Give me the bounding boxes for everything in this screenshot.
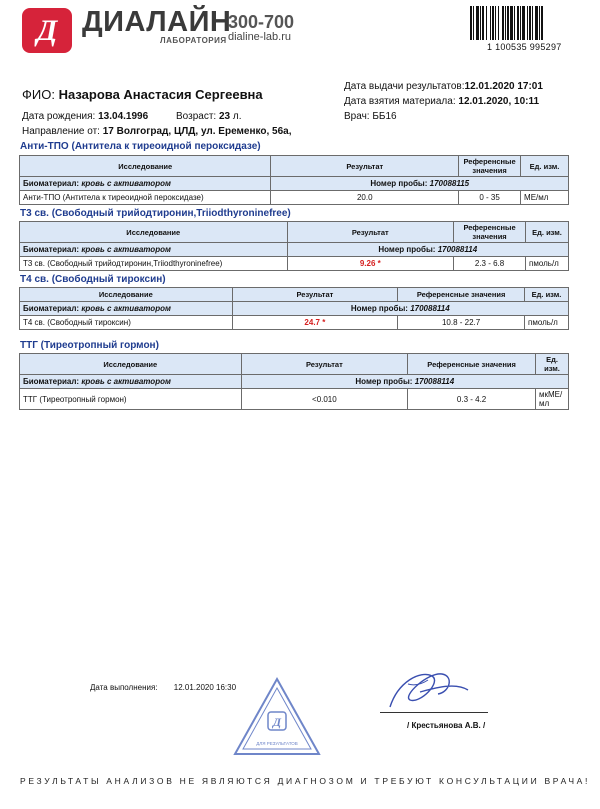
sample-label: Номер пробы: bbox=[355, 377, 413, 386]
table-anti-tpo bbox=[19, 155, 569, 205]
test-result: 20.0 bbox=[271, 191, 459, 205]
table-row bbox=[20, 257, 569, 271]
bio-value: кровь с активатором bbox=[81, 245, 171, 254]
table-t3 bbox=[19, 221, 569, 271]
signer-name: / Крестьянова А.В. / bbox=[407, 721, 486, 730]
sample-number: 170088114 bbox=[410, 304, 450, 313]
bio-label: Биоматериал: bbox=[23, 179, 80, 188]
doctor-label: Врач: bbox=[344, 111, 370, 122]
sample-number: 170088115 bbox=[429, 179, 470, 188]
referral bbox=[22, 126, 292, 137]
barcode-bar bbox=[543, 6, 544, 40]
stamp-letter: Д bbox=[272, 715, 282, 729]
test-ref: 10.8 - 22.7 bbox=[398, 316, 525, 330]
age-value: 23 bbox=[218, 111, 231, 122]
bio-value: кровь с активатором bbox=[81, 304, 171, 313]
doctor bbox=[344, 111, 397, 122]
col-result: Результат bbox=[232, 288, 398, 302]
birth-value: 13.04.1996 bbox=[98, 111, 149, 122]
taken-date bbox=[344, 96, 539, 107]
bio-value: кровь с активатором bbox=[81, 377, 171, 386]
completion-date bbox=[90, 683, 236, 692]
bio-label: Биоматериал: bbox=[23, 304, 80, 313]
table-row bbox=[20, 316, 569, 330]
sample-label: Номер пробы: bbox=[370, 179, 428, 188]
done-label: Дата выполнения: bbox=[90, 683, 158, 692]
test-unit: пмоль/л bbox=[525, 316, 569, 330]
taken-value: 12.01.2020, 10:11 bbox=[458, 96, 540, 107]
patient-fio bbox=[22, 87, 263, 102]
brand-subtitle: ЛАБОРАТОРИЯ bbox=[160, 36, 227, 45]
issue-date bbox=[344, 81, 543, 92]
col-study: Исследование bbox=[20, 222, 288, 243]
biomaterial-row bbox=[20, 243, 569, 257]
biomaterial-cell bbox=[20, 177, 271, 191]
issue-label: Дата выдачи результатов: bbox=[344, 81, 465, 92]
bio-label: Биоматериал: bbox=[23, 245, 80, 254]
table-header-row bbox=[20, 222, 569, 243]
age bbox=[176, 111, 242, 122]
section-title-tsh: ТТГ (Тиреотропный гормон) bbox=[20, 340, 159, 351]
col-study: Исследование bbox=[20, 288, 233, 302]
stamp-text: ДЛЯ РЕЗУЛЬТАТОВ bbox=[256, 741, 298, 746]
biomaterial-cell bbox=[20, 243, 288, 257]
test-name: Т4 св. (Свободный тироксин) bbox=[20, 316, 233, 330]
age-label: Возраст: bbox=[176, 111, 217, 122]
sample-cell bbox=[287, 243, 568, 257]
test-unit: пмоль/л bbox=[526, 257, 569, 271]
birth-date bbox=[22, 111, 148, 122]
biomaterial-row bbox=[20, 375, 569, 389]
biomaterial-row bbox=[20, 177, 569, 191]
col-result: Результат bbox=[271, 156, 459, 177]
done-value: 12.01.2020 16:30 bbox=[173, 683, 237, 692]
barcode-number: 1 100535 995297 bbox=[487, 42, 562, 52]
fio-value: Назарова Анастасия Сергеевна bbox=[58, 87, 263, 102]
col-unit: Ед. изм. bbox=[525, 288, 569, 302]
col-result: Результат bbox=[287, 222, 454, 243]
issue-value: 12.01.2020 17:01 bbox=[464, 81, 543, 92]
table-header-row bbox=[20, 156, 569, 177]
brand-site: dialine-lab.ru bbox=[228, 31, 291, 43]
brand-name: ДИАЛАЙН bbox=[82, 6, 232, 38]
test-name: Анти-ТПО (Антитела к тиреоидной пероксидазе) bbox=[20, 191, 271, 205]
sample-label: Номер пробы: bbox=[350, 304, 408, 313]
table-t4 bbox=[19, 287, 569, 330]
birth-label: Дата рождения: bbox=[22, 111, 96, 122]
age-unit: л. bbox=[232, 111, 242, 122]
col-unit: Ед. изм. bbox=[521, 156, 569, 177]
col-ref: Референсные значения bbox=[459, 156, 521, 177]
biomaterial-row bbox=[20, 302, 569, 316]
test-ref: 0 - 35 bbox=[459, 191, 521, 205]
brand-phone: 300-700 bbox=[228, 12, 295, 32]
doctor-value: ББ16 bbox=[372, 111, 397, 122]
barcode bbox=[470, 6, 568, 40]
test-result: <0.010 bbox=[241, 389, 408, 410]
col-unit: Ед. изм. bbox=[535, 354, 568, 375]
test-result-flagged: 9.26 * bbox=[287, 257, 454, 271]
taken-label: Дата взятия материала: bbox=[344, 96, 456, 107]
sample-cell bbox=[241, 375, 568, 389]
table-header-row bbox=[20, 288, 569, 302]
biomaterial-cell bbox=[20, 302, 233, 316]
sample-label: Номер пробы: bbox=[378, 245, 436, 254]
disclaimer: РЕЗУЛЬТАТЫ АНАЛИЗОВ НЕ ЯВЛЯЮТСЯ ДИАГНОЗОМ И ТРЕБУЮТ КОНСУЛЬТАЦИИ ВРАЧА! bbox=[20, 776, 591, 786]
logo-letter: Д bbox=[36, 13, 58, 47]
table-row bbox=[20, 389, 569, 410]
col-ref: Референсные значения bbox=[408, 354, 536, 375]
sample-cell bbox=[232, 302, 568, 316]
table-tsh bbox=[19, 353, 569, 410]
col-result: Результат bbox=[241, 354, 408, 375]
lab-stamp-icon bbox=[232, 676, 322, 758]
logo-badge bbox=[22, 8, 72, 53]
sample-number: 170088114 bbox=[414, 377, 455, 386]
col-study: Исследование bbox=[20, 156, 271, 177]
section-title-anti-tpo: Анти-ТПО (Антитела к тиреоидной пероксидазе) bbox=[20, 141, 261, 152]
referral-label: Направление от: bbox=[22, 126, 100, 137]
test-ref: 0.3 - 4.2 bbox=[408, 389, 536, 410]
col-ref: Референсные значения bbox=[454, 222, 526, 243]
test-result-flagged: 24.7 * bbox=[232, 316, 398, 330]
sample-cell bbox=[271, 177, 569, 191]
table-row bbox=[20, 191, 569, 205]
col-unit: Ед. изм. bbox=[526, 222, 569, 243]
col-study: Исследование bbox=[20, 354, 242, 375]
test-unit: мкМЕ/мл bbox=[535, 389, 568, 410]
signature-icon bbox=[380, 662, 475, 717]
col-ref: Референсные значения bbox=[398, 288, 525, 302]
test-name: Т3 св. (Свободный трийодтиронин,Triiodthyroninefree) bbox=[20, 257, 288, 271]
bio-value: кровь с активатором bbox=[81, 179, 171, 188]
sample-number: 170088114 bbox=[437, 245, 478, 254]
test-name: ТТГ (Тиреотропный гормон) bbox=[20, 389, 242, 410]
section-title-t3: Т3 св. (Свободный трийодтиронин,Triiodthyroninefree) bbox=[20, 208, 291, 219]
biomaterial-cell bbox=[20, 375, 242, 389]
test-unit: МЕ/мл bbox=[521, 191, 569, 205]
test-ref: 2.3 - 6.8 bbox=[454, 257, 526, 271]
fio-label: ФИО: bbox=[22, 87, 55, 102]
bio-label: Биоматериал: bbox=[23, 377, 80, 386]
section-title-t4: Т4 св. (Свободный тироксин) bbox=[20, 274, 166, 285]
referral-value: 17 Волгоград, ЦЛД, ул. Еременко, 56а, bbox=[102, 126, 292, 137]
signature-line bbox=[380, 712, 488, 713]
table-header-row bbox=[20, 354, 569, 375]
